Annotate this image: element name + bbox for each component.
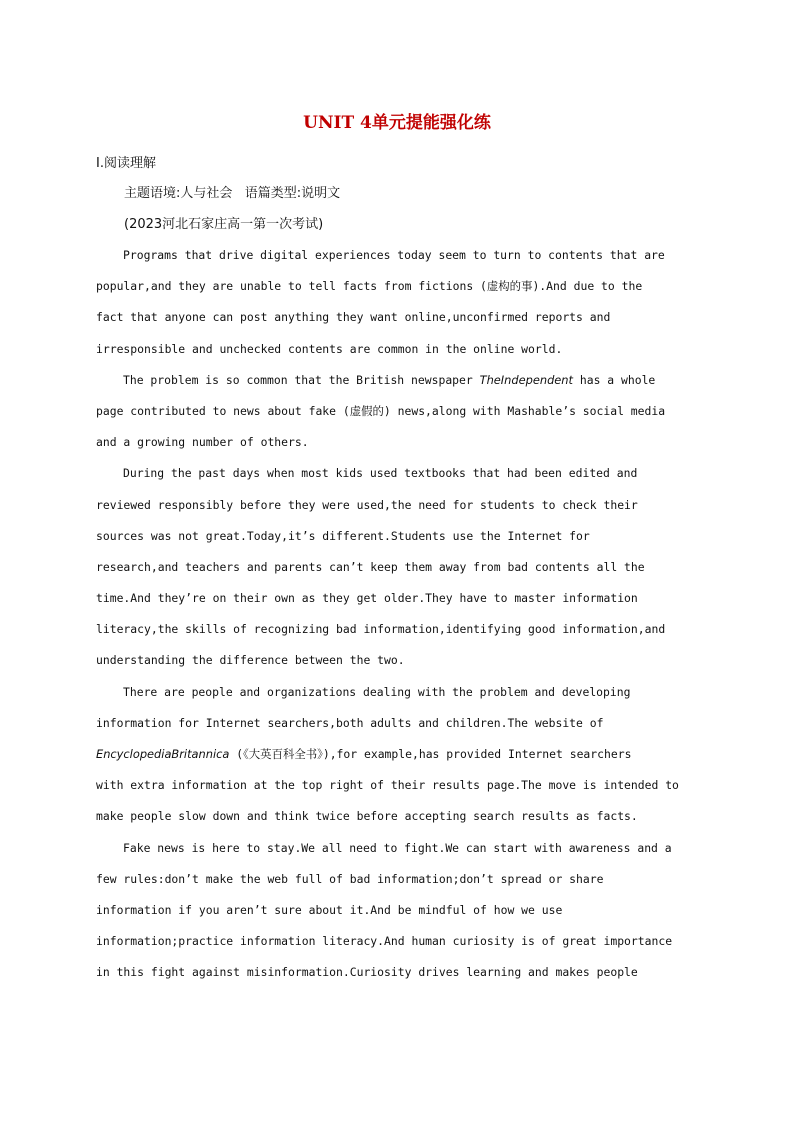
passage-line: few rules:don’t make the web full of bad information;don’t spread or share [96,871,604,886]
passage-line [96,739,696,770]
topic-context-line: 主题语境:人与社会 语篇类型:说明文 [124,186,341,201]
passage-line: page contributed to news about fake (虚假的) news,along with Mashable’s social media [96,403,666,418]
passage-line: Programs that drive digital experiences today seem to turn to contents that are [123,248,665,262]
newspaper-name: TheIndependent [479,372,573,387]
passage-line: There are people and organizations dealing with the problem and developing [123,684,631,699]
passage-line: sources was not great.Today,it’s different.Students use the Internet for [96,528,590,543]
passage-line: and a growing number of others. [96,435,309,450]
passage-line: literacy,the skills of recognizing bad information,identifying good information,and [96,622,666,637]
passage-line: understanding the difference between the two. [96,653,405,668]
passage-text: has a whole [573,372,656,387]
passage-line [96,365,696,396]
document-title: UNIT 4单元提能强化练 [303,113,491,133]
section-heading: Ⅰ.阅读理解 [96,156,156,171]
passage-line: information;practice information literacy.And human curiosity is of great importance [96,934,673,949]
encyclopedia-name: EncyclopediaBritannica [96,747,230,761]
passage-line: popular,and they are unable to tell facts from fictions (虚构的事).And due to the [96,279,643,294]
passage-line: Fake news is here to stay.We all need to fight.We can start with awareness and a [123,840,672,855]
passage-line: in this fight against misinformation.Curiosity drives learning and makes people [96,965,638,980]
passage-line: information for Internet searchers,both adults and children.The website of [96,715,604,730]
passage-line: During the past days when most kids used textbooks that had been edited and [123,466,638,481]
passage-line: research,and teachers and parents can’t keep them away from bad contents all the [96,559,645,574]
passage-text: The problem is so common that the British newspaper [123,372,480,387]
passage-text: (《大英百科全书》),for example,has provided Internet searchers [229,747,632,761]
passage-line: time.And they’re on their own as they get older.They have to master information [96,591,638,606]
passage-line: information if you aren’t sure about it.And be mindful of how we use [96,902,563,917]
passage-line: irresponsible and unchecked contents are common in the online world. [96,341,563,356]
passage-line: fact that anyone can post anything they want online,unconfirmed reports and [96,310,611,325]
passage-line: with extra information at the top right of their results page.The move is intended to [96,778,679,793]
passage-body [96,240,696,989]
exam-source-line: (2023河北石家庄高一第一次考试) [124,217,324,232]
passage-line: make people slow down and think twice before accepting search results as facts. [96,809,638,824]
passage-line: reviewed responsibly before they were used,the need for students to check their [96,497,638,512]
